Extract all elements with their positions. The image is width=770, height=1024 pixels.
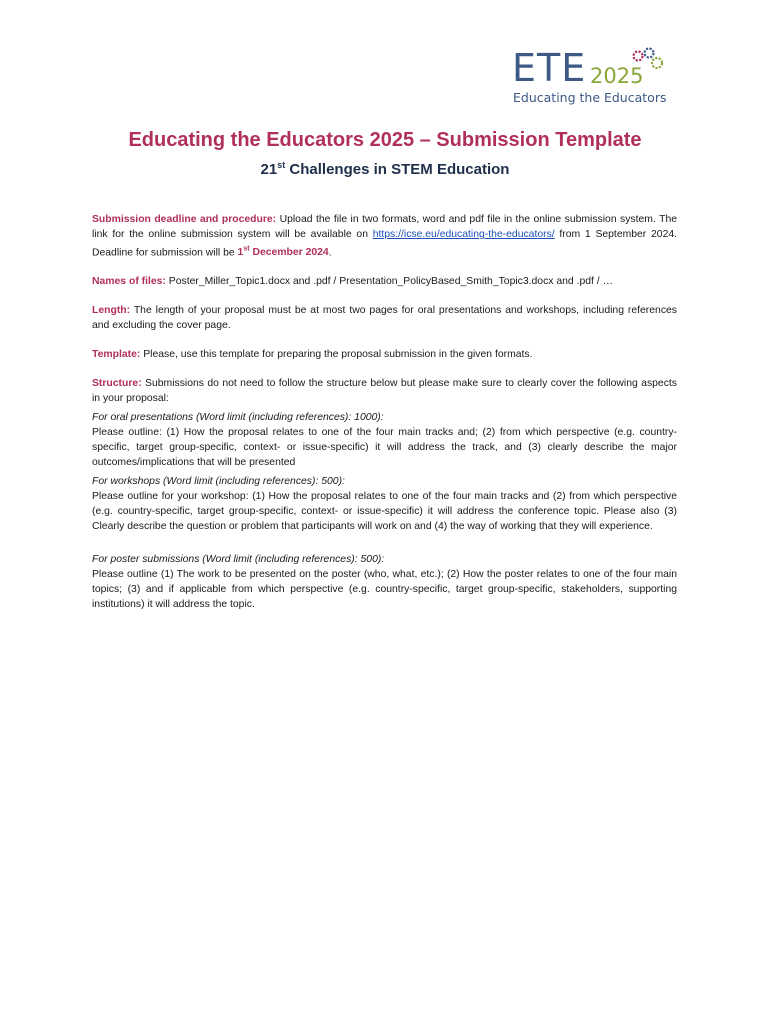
logo-tagline: Educating the Educators: [513, 90, 667, 105]
structure-paragraph: [92, 376, 677, 406]
posters-heading: For poster submissions (Word limit (including references): 500):: [92, 554, 385, 566]
subtitle-ordinal: st: [277, 160, 286, 170]
document-body: [92, 212, 677, 612]
logo-year: 2025: [590, 64, 644, 88]
gears-icon: [630, 46, 666, 76]
gear-icon: [634, 52, 643, 61]
workshops-heading: For workshops (Word limit (including references): 500):: [92, 476, 345, 488]
oral-text: Please outline: (1) How the proposal relates to one of the four main tracks and; (2) from which perspective (e.g. country-specific, target group-specific, context- or issue-specific) it will address the track, and (3) clearly describe the major outcomes/implications that will be presented: [92, 427, 677, 469]
length-paragraph: [92, 303, 677, 333]
subtitle-text: Challenges in STEM Education: [285, 161, 510, 178]
template-text: Please, use this template for preparing the proposal submission in the given formats.: [140, 349, 533, 361]
deadline-paragraph: [92, 212, 677, 260]
posters-text: Please outline (1) The work to be presented on the poster (who, what, etc.); (2) How the poster relates to one of the four main topics; (3) and if applicable from which perspective (e.g. country-specific, target group-specific, stakeholders, supporting institutions) it will address the topic.: [92, 569, 677, 611]
deadline-date-month: December 2024: [249, 247, 329, 259]
deadline-label: Submission deadline and procedure:: [92, 214, 277, 225]
deadline-date: [238, 247, 329, 258]
deadline-period: .: [328, 247, 332, 259]
file-names-paragraph: [92, 274, 677, 289]
gear-icon: [645, 49, 654, 58]
template-paragraph: [92, 347, 677, 362]
oral-heading: For oral presentations (Word limit (including references): 1000):: [92, 412, 384, 424]
deadline-date-ordinal: st: [243, 246, 250, 253]
deadline-text-2: from 1 September 2024. Deadline for submission will be: [92, 229, 678, 259]
structure-text: Submissions do not need to follow the structure below but please make sure to clearly cover the following aspects in your proposal:: [92, 378, 677, 405]
deadline-text: Upload the file in two formats, word and pdf file in the online submission system. The link for the online submission system will be available on: [92, 214, 677, 240]
template-label: Template:: [92, 349, 141, 361]
length-label: Length:: [92, 305, 131, 317]
deadline-date-number: 1: [237, 247, 244, 259]
file-names-text: Poster_Miller_Topic1.docx and .pdf / Presentation_PolicyBased_Smith_Topic3.docx and .pdf / …: [165, 276, 613, 288]
ete-logo: [512, 46, 672, 108]
page-title: Educating the Educators 2025 – Submission Template: [128, 129, 642, 151]
workshops-text: Please outline for your workshop: (1) How the proposal relates to one of the four main tracks and (2) from which perspective (e.g. country-specific, target group-specific, context- or issue-specific) it will address the conference topic. Please also (3) Clearly describe the question or problem that participants will work on and (4) the way of working that they will experience.: [92, 491, 677, 533]
page-subtitle: [0, 160, 770, 178]
length-text: The length of your proposal must be at most two pages for oral presentations and workshops, including references and excluding the cover page.: [92, 305, 677, 332]
file-names-label: Names of files:: [92, 276, 166, 288]
structure-label: Structure:: [92, 378, 142, 390]
gear-icon: [652, 58, 662, 68]
logo-name: ETE: [512, 46, 587, 90]
subtitle-number: 21: [260, 161, 278, 178]
submission-link[interactable]: https://icse.eu/educating-the-educators/: [372, 229, 555, 240]
